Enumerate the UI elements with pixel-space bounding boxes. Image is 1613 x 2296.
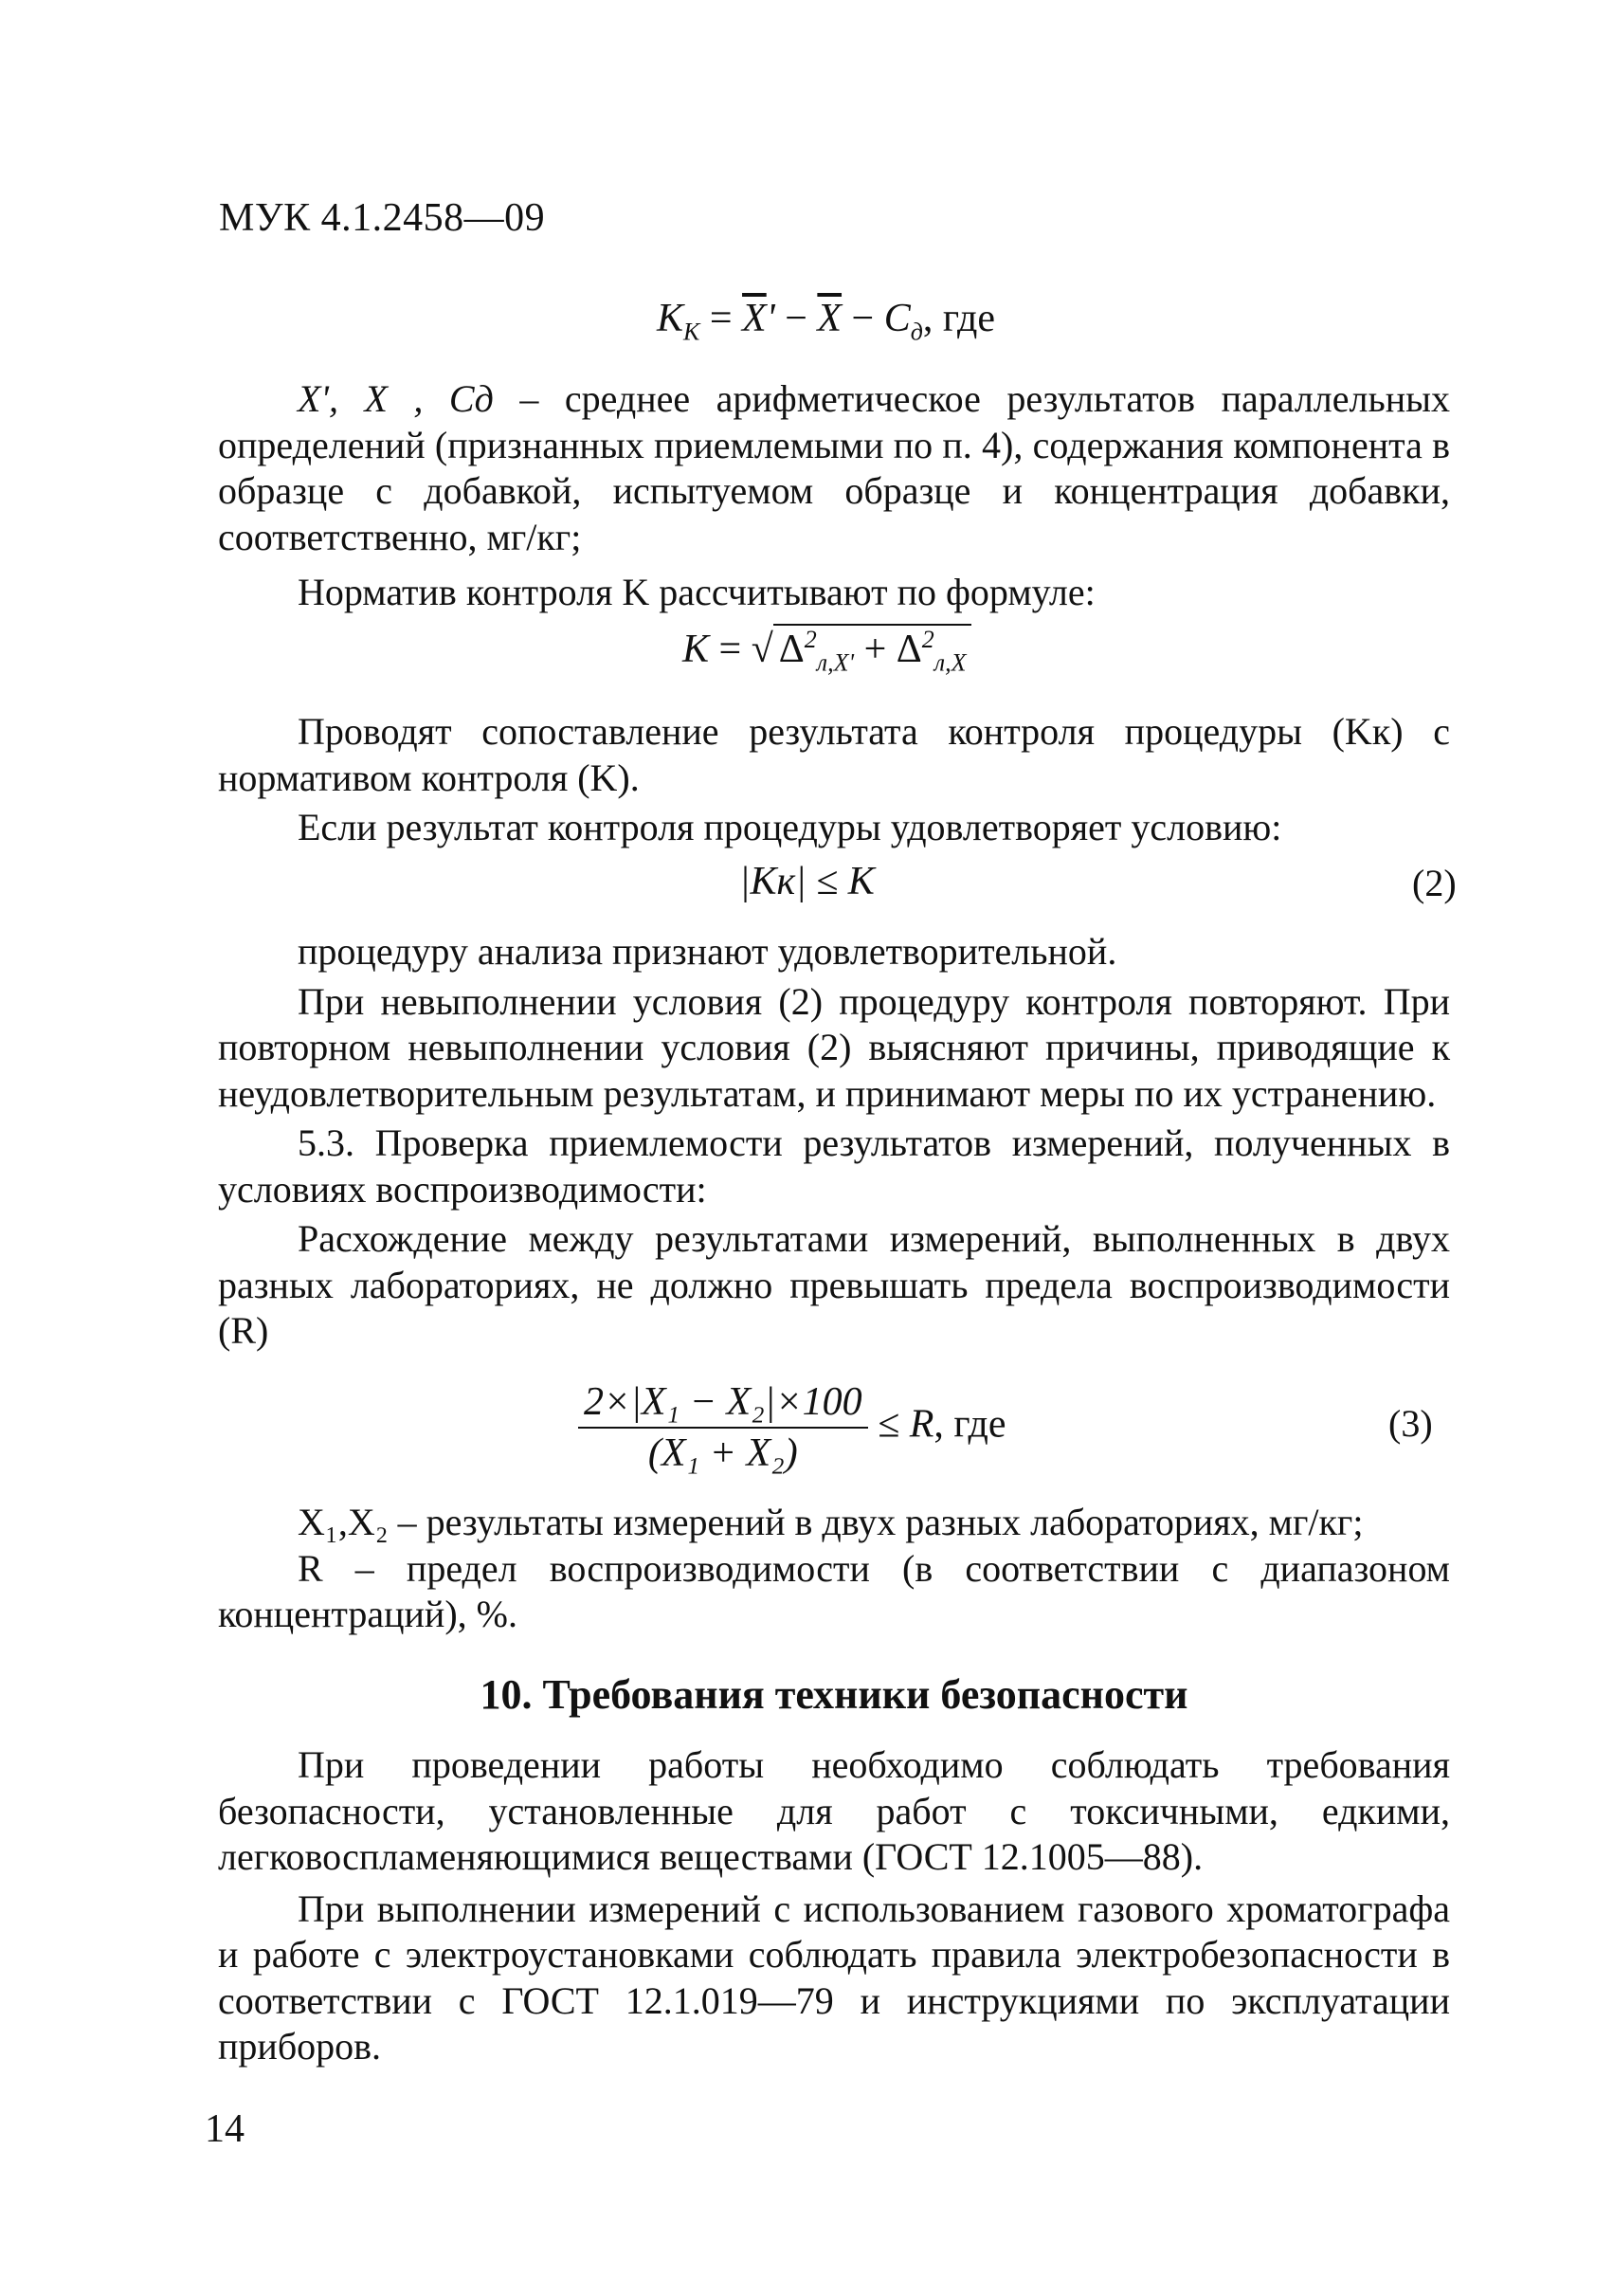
- safety-paragraph-1: При проведении работы необходимо соблюдать требования безопасности, установленные для работ с токсичными, едкими, легковоспламеняющимися веществами (ГОСТ 12.1005—88).: [218, 1743, 1450, 1878]
- check-paragraph: 5.3. Проверка приемлемости результатов измерений, полученных в условиях воспроизводимости:: [218, 1121, 1450, 1211]
- formula-2: |Kк| ≤ K: [739, 860, 875, 903]
- norm-paragraph: Норматив контроля K рассчитывают по формуле:: [298, 571, 1096, 613]
- section-heading: 10. Требования техники безопасности: [480, 1671, 1188, 1718]
- compare-block: [218, 709, 1450, 851]
- kk-definition: X', X , Cд – среднее арифметическое результатов параллельных определений (признанных приемлемыми по п. 4), содержания компонента в образце с добавкой, испытуемом образце и концентрация добавки, соответственно, мг/кг;: [218, 377, 1450, 558]
- r-definition: R – предел воспроизводимости (в соответствии с диапазоном концентраций), %.: [218, 1546, 1450, 1635]
- document-code: МУК 4.1.2458—09: [219, 196, 546, 240]
- formula-3-numerator: 2×|X₁ − X₂|×100: [578, 1379, 868, 1429]
- repeat-paragraph: При невыполнении условия (2) процедуру контроля повторяют. При повторном невыполнении условия (2) выясняют причины, приводящие к неудовлетворительным результатам, и принимают меры по их устранению.: [218, 979, 1450, 1115]
- definition-block: [218, 376, 1450, 616]
- procedure-block: [218, 929, 1450, 1355]
- sqrt-symbol: √ $\Delta^2_{л,X'} + \Delta^2_{л,X}$: [752, 624, 972, 677]
- compare-paragraph: Проводят сопоставление результата контроля процедуры (Kк) с нормативом контроля (K).: [218, 710, 1450, 799]
- satisfactory-paragraph: процедуру анализа признают удовлетворительной.: [298, 930, 1117, 973]
- where-3-block: [218, 1500, 1450, 1638]
- discrepancy-paragraph: Расхождение между результатами измерений, выполненных в двух разных лабораториях, не должно превышать предела воспроизводимости (R): [218, 1217, 1450, 1352]
- condition-paragraph: Если результат контроля процедуры удовлетворяет условию:: [298, 806, 1282, 848]
- safety-paragraph-2: При выполнении измерений с использованием газового хроматографа и работе с электроустановками соблюдать правила электробезопасности в соответствии с ГОСТ 12.1.019—79 и инструкциями по эксплуатации приборов.: [218, 1886, 1450, 2068]
- x-definition: X₁,X₂ – результаты измерений в двух разных лабораториях, мг/кг;: [298, 1501, 1364, 1543]
- formula-k: K = √ $\Delta^2_{л,X'} + \Delta^2_{л,X}$: [682, 624, 971, 677]
- kk-symbols: X', X , Cд: [298, 377, 494, 420]
- page-number: 14: [205, 2107, 245, 2151]
- formula-3-fraction: [578, 1379, 868, 1476]
- formula-3-denominator: (X₁ + X₂): [647, 1431, 798, 1475]
- equation-number-2: (2): [1412, 862, 1457, 904]
- formula-3: $\frac{\text{2×|X₁ − X₂|×100}}{\text{(X₁ + X₂)}}$ ≤ R, где: [578, 1379, 1006, 1476]
- formula-kk: $K_K = \overline{X}' - \overline{X} - C_д$, где: [657, 297, 996, 346]
- equation-number-3: (3): [1388, 1402, 1433, 1445]
- section-10-body: [218, 1742, 1450, 2070]
